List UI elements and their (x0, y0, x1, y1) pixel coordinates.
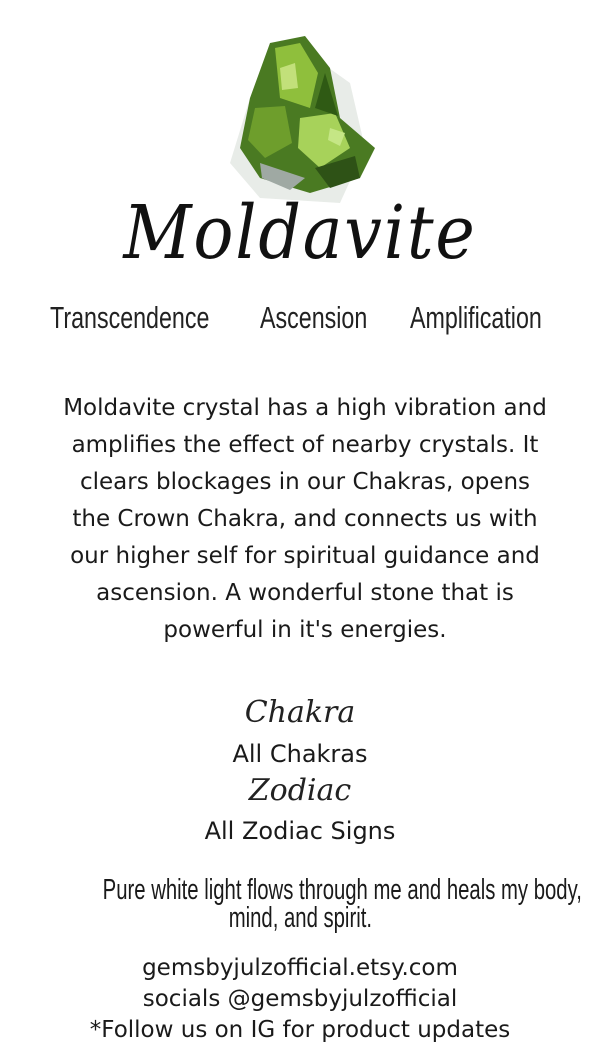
chakra-value: All Chakras (232, 740, 368, 768)
zodiac-value: All Zodiac Signs (204, 817, 396, 845)
contact-block (0, 953, 600, 1015)
description-text: Moldavite crystal has a high vibration and amplifies the effect of nearby crystals. It clears blockages in our Chakras, opens the Crown Chakra, and connects us with our higher self for spiritual guidance and ascension. A wonderful stone that is powerful in it's energies. (63, 395, 547, 643)
keyword-item: Transcendence (50, 300, 210, 335)
affirmation-line: Pure white light flows through me and heals my body, (102, 874, 582, 906)
chakra-heading: Chakra (244, 695, 356, 730)
page-title: Moldavite (123, 190, 477, 276)
follow-note: *Follow us on IG for product updates (89, 1017, 511, 1043)
website-link[interactable]: gemsbyjulzofficial.etsy.com (142, 955, 458, 981)
affirmation-line: mind, and spirit. (228, 902, 372, 934)
keyword-item: Amplification (410, 300, 542, 335)
keyword-list (0, 300, 600, 350)
affirmation (0, 876, 600, 932)
moldavite-crystal-icon (220, 28, 390, 208)
keyword-item: Ascension (260, 300, 368, 335)
zodiac-heading: Zodiac (248, 773, 352, 808)
socials-handle[interactable]: socials @gemsbyjulzofficial (142, 986, 458, 1012)
